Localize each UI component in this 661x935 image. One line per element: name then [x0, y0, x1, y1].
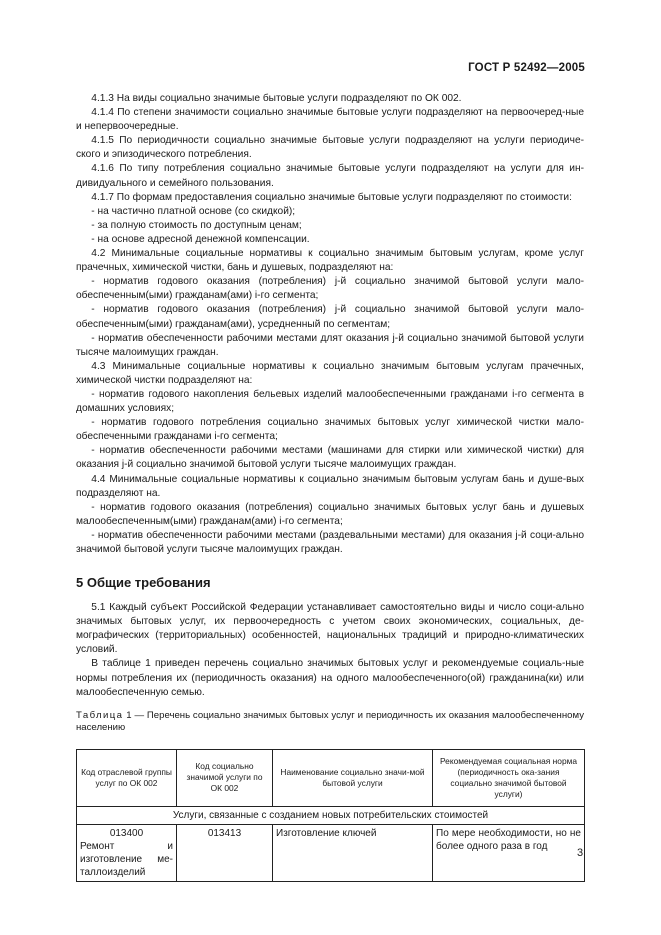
list-item-full-price: - за полную стоимость по доступным ценам;: [91, 219, 302, 231]
list-item-norm-4-4-a: - норматив годового оказания (потребления) социально значимых бытовых услуг бань и душевых малообеспеченным(ыми) гражданам(ами) i-го сегмента;: [76, 501, 584, 527]
table-group-row: [77, 806, 585, 824]
document-body: [76, 92, 584, 882]
list-item-norm-4-3-c: - норматив обеспеченности рабочими местами (машинами для стирки или химической чистки) для оказания j-й социально значимой бытовой услуги тысяче малоимущих граждан.: [76, 445, 584, 471]
list-item-norm-4-2-c: - норматив обеспеченности рабочими местами длят оказания j-й социально значимой бытовой услуги тысяче малоимущих граждан.: [76, 332, 584, 358]
list-item-norm-4-3-b: - норматив годового потребления социально значимых бытовых услуг химической чистки мало-обеспеченными гражданами i-го сегмента;: [76, 417, 584, 443]
group-code: 013400: [109, 827, 144, 839]
table-row: [77, 824, 585, 881]
norm-cell: По мере необходимости, но не более одного раза в год: [433, 824, 585, 881]
service-code-cell: 013413: [177, 824, 273, 881]
table-1-caption: Таблица 1 — Перечень социально значимых бытовых услуг и периодичность их оказания малообеспеченному населению: [76, 709, 584, 734]
document-header: ГОСТ Р 52492—2005: [468, 62, 585, 74]
para-4-1-7: 4.1.7 По формам предоставления социально значимые бытовые услуги подразделяют по стоимости:: [91, 191, 572, 203]
list-item-discount: - на частично платной основе (со скидкой);: [91, 205, 296, 217]
header-service-name: Наименование социально значи-мой бытовой услуги: [273, 749, 433, 806]
table-header-row: [77, 749, 585, 806]
group-name: Ремонт и изготовление ме-таллоизделий: [80, 840, 173, 878]
header-group-code: Код отраслевой группы услуг по ОК 002: [77, 749, 177, 806]
para-4-4: 4.4 Минимальные социальные нормативы к социально значимым бытовым услугам бань и душе-вых подразделяют на.: [76, 473, 584, 499]
header-service-code: Код социально значимой услуги по ОК 002: [177, 749, 273, 806]
group-code-cell: [77, 824, 177, 881]
para-4-1-6: 4.1.6 По типу потребления социально значимые бытовые услуги подразделяют на услуги для ин-дивидуального и семейного пользования.: [76, 163, 584, 189]
service-name-cell: Изготовление ключей: [273, 824, 433, 881]
list-item-norm-4-2-b: - норматив годового оказания (потребления) j-й социально значимой бытовой услуги мало-обеспеченным(ыми) гражданам(ами), усредненный по сегментам;: [76, 304, 584, 330]
para-5-table-intro: В таблице 1 приведен перечень социально значимых бытовых услуг и рекомендуемые социаль-ные нормы потребления их (периодичность оказания) на одного малообеспеченного(ой) гражданина(ки) или малообеспеченную семью.: [76, 658, 584, 698]
para-4-1-4: 4.1.4 По степени значимости социально значимые бытовые услуги подразделяют на первоочеред-ные и непервоочередные.: [76, 107, 584, 133]
page-number: 3: [577, 847, 584, 859]
header-recommended-norm: Рекомендуемая социальная норма (периодичность ока-зания социально значимой бытовой услуги): [433, 749, 585, 806]
para-4-1-5: 4.1.5 По периодичности социально значимые бытовые услуги подразделяют на услуги периодиче-ского и эпизодического потребления.: [76, 135, 584, 161]
para-4-1-3: 4.1.3 На виды социально значимые бытовые услуги подразделяют по ОК 002.: [91, 93, 462, 104]
para-4-3: 4.3 Минимальные социальные нормативы к социально значимым бытовым услугам прачечных, химической чистки подразделяют на:: [76, 360, 584, 386]
section-5-title: 5 Общие требования: [76, 575, 211, 591]
list-item-norm-4-3-a: - норматив годового накопления бельевых изделий малообеспеченными гражданами i-го сегмента в домашних условиях;: [76, 388, 584, 415]
table-1: [76, 749, 585, 882]
group-title-cell: Услуги, связанные с созданием новых потребительских стоимостей: [77, 806, 585, 824]
list-item-norm-4-2-a: - норматив годового оказания (потребления) j-й социально значимой бытовой услуги мало-обеспеченным(ыми) гражданам(ами) i-го сегмента;: [76, 276, 584, 302]
list-item-norm-4-4-b: - норматив обеспеченности рабочими местами (раздевальными местами) для оказания j-й соци-ально значимой бытовой услуги тысяче малоимущих граждан.: [76, 529, 584, 555]
para-4-2: 4.2 Минимальные социальные нормативы к социально значимым бытовым услугам, кроме услуг прачечных, химической чистки, бань и душевых, подразделяют на:: [76, 248, 584, 274]
para-5-1: 5.1 Каждый субъект Российской Федерации устанавливает самостоятельно виды и число соци-ально значимых бытовых услуг, их первоочередность с учетом своих экономических, социальных, де-мографических (территориальных) особенностей, национальных традиций и природно-климатических условий.: [76, 602, 584, 656]
list-item-compensation: - на основе адресной денежной компенсации.: [91, 233, 310, 245]
